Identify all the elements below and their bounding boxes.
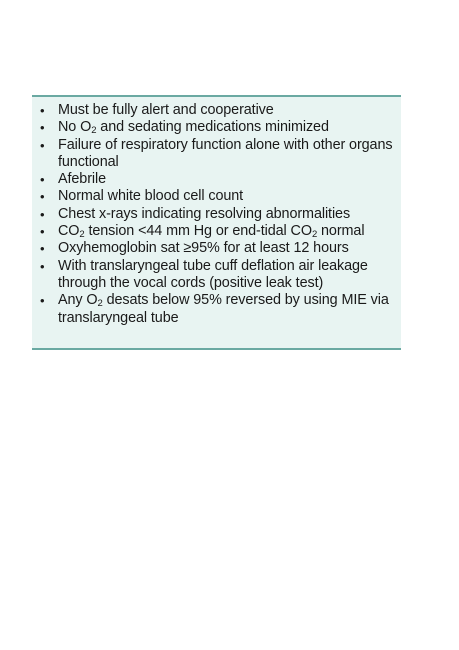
item-text: Afebrile	[58, 171, 106, 188]
criteria-list	[32, 97, 401, 327]
bullet-icon: •	[40, 120, 45, 136]
list-item	[38, 240, 395, 257]
item-text: With translaryngeal tube cuff deflation air leakage through the vocal cords (positive leak test)	[58, 257, 368, 291]
item-text: Oxyhemoglobin sat ≥95% for at least 12 hours	[58, 240, 349, 257]
item-text: Failure of respiratory function alone with other organs functional	[58, 136, 393, 170]
list-item	[38, 258, 395, 293]
bullet-icon: •	[40, 172, 45, 188]
item-text: Chest x-rays indicating resolving abnormalities	[58, 205, 351, 222]
list-item	[38, 206, 395, 223]
item-text-start: CO	[58, 223, 80, 240]
subscript: 2	[311, 229, 318, 241]
subscript: 2	[79, 229, 85, 241]
item-text: Must be fully alert and cooperative	[58, 102, 274, 118]
item-text-start: Any O	[58, 292, 98, 309]
item-text-end: and sedating medications minimized	[96, 119, 329, 136]
item-text: Normal white blood cell count	[58, 188, 244, 205]
list-item	[38, 292, 395, 327]
list-item	[38, 102, 395, 119]
bullet-icon: •	[40, 241, 45, 257]
list-item	[38, 188, 395, 205]
bullet-icon: •	[40, 293, 45, 309]
list-item	[38, 137, 395, 172]
item-text-end: desats below 95% reversed by using MIE via translaryngeal tube	[58, 292, 389, 326]
bullet-icon: •	[40, 189, 45, 205]
bullet-icon: •	[40, 206, 45, 222]
bullet-icon: •	[40, 103, 45, 118]
list-item	[38, 119, 395, 136]
subscript: 2	[91, 125, 97, 137]
list-item	[38, 223, 395, 240]
item-text-start: No O	[58, 119, 92, 136]
subscript: 2	[97, 298, 103, 310]
bullet-icon: •	[40, 258, 45, 274]
item-text-end: normal	[317, 223, 365, 240]
bullet-icon: •	[40, 137, 45, 153]
item-text-middle: tension <44 mm Hg or end-tidal CO	[84, 223, 312, 240]
criteria-box	[32, 95, 401, 350]
list-item	[38, 171, 395, 188]
bullet-icon: •	[40, 224, 45, 240]
